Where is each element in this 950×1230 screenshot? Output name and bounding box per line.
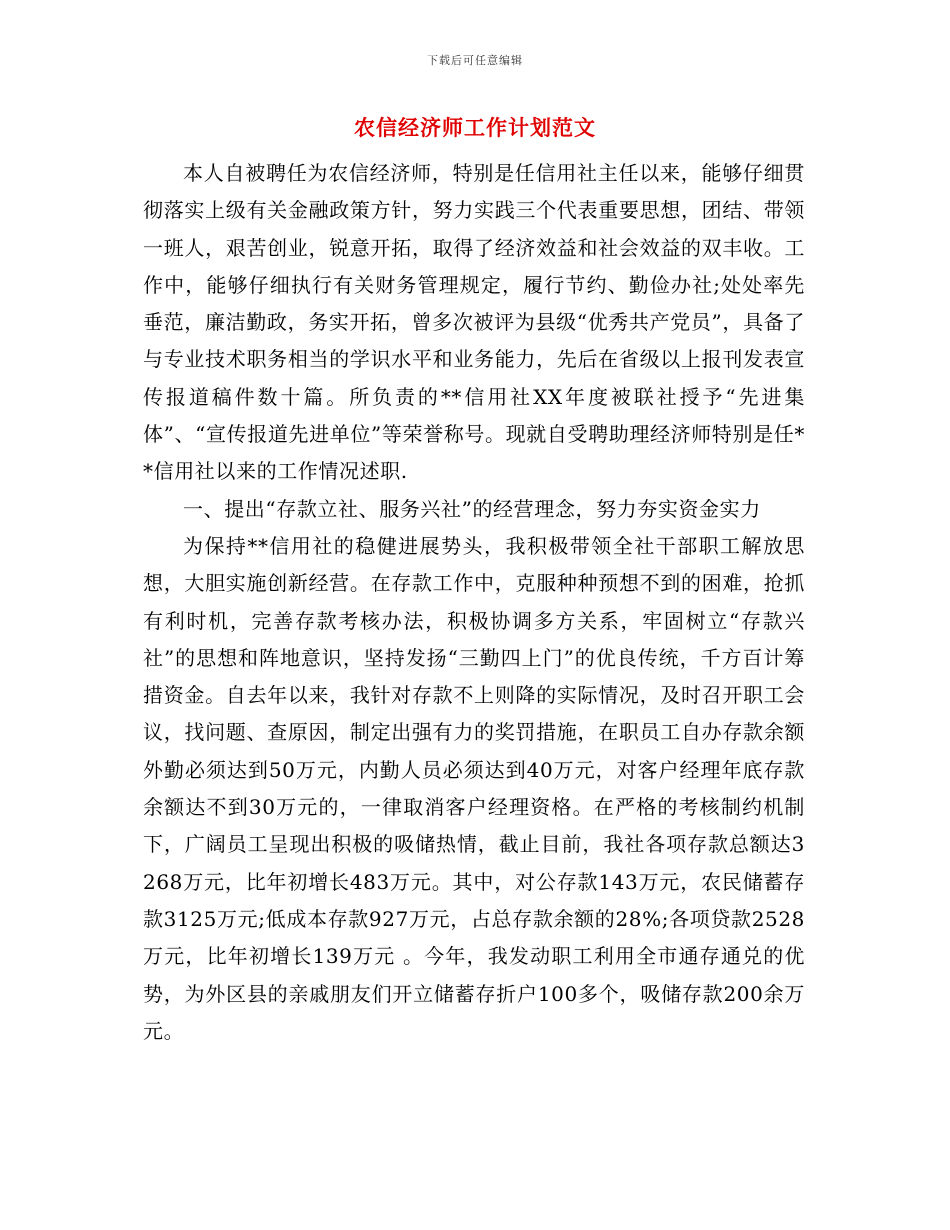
- paragraph-intro: 本人自被聘任为农信经济师，特别是任信用社主任以来，能够仔细贯彻落实上级有关金融政策方针，努力实践三个代表重要思想，团结、带领一班人，艰苦创业，锐意开拓，取得了经济效益和社会效益的双丰收。工作中，能够仔细执行有关财务管理规定，履行节约、勤俭办社;处处率先垂范，廉洁勤政，务实开拓，曾多次被评为县级“优秀共产党员”，具备了与专业技术职务相当的学识水平和业务能力，先后在省级以上报刊发表宣传报道稿件数十篇。所负责的**信用社XX年度被联社授予“先进集体”、“宣传报道先进单位”等荣誉称号。现就自受聘助理经济师特别是任**信用社以来的工作情况述职.: [143, 161, 805, 484]
- document-title: 农信经济师工作计划范文: [354, 115, 596, 140]
- paragraph-deposits: 为保持**信用社的稳健进展势头，我积极带领全社干部职工解放思想，大胆实施创新经营。在存款工作中，克服种种预想不到的困难，抢抓有利时机，完善存款考核办法，积极协调多方关系，牢固树立“存款兴社”的思想和阵地意识，坚持发扬“三勤四上门”的优良传统，千方百计筹措资金。自去年以来，我针对存款不上则降的实际情况，及时召开职工会议，找问题、查原因，制定出强有力的奖罚措施，在职员工自办存款余额外勤必须达到50万元，内勤人员必须达到40万元，对客户经理年底存款余额达不到30万元的，一律取消客户经理资格。在严格的考核制约机制下，广阔员工呈现出积极的吸储热情，截止目前，我社各项存款总额达3268万元，比年初增长483万元。其中，对公存款143万元，农民储蓄存款3125万元;低成本存款927万元，占总存款余额的28%;各项贷款2528万元，比年初增长139万元 。今年，我发动职工利用全市通存通兑的优势，为外区县的亲戚朋友们开立储蓄存折户100多个，吸储存款200余万元。: [143, 533, 805, 1043]
- document-body: [143, 155, 805, 1050]
- paragraph-section-heading: 一、提出“存款立社、服务兴社”的经营理念，努力夯实资金实力: [183, 496, 761, 521]
- header-note: 下载后可任意编辑: [427, 54, 523, 67]
